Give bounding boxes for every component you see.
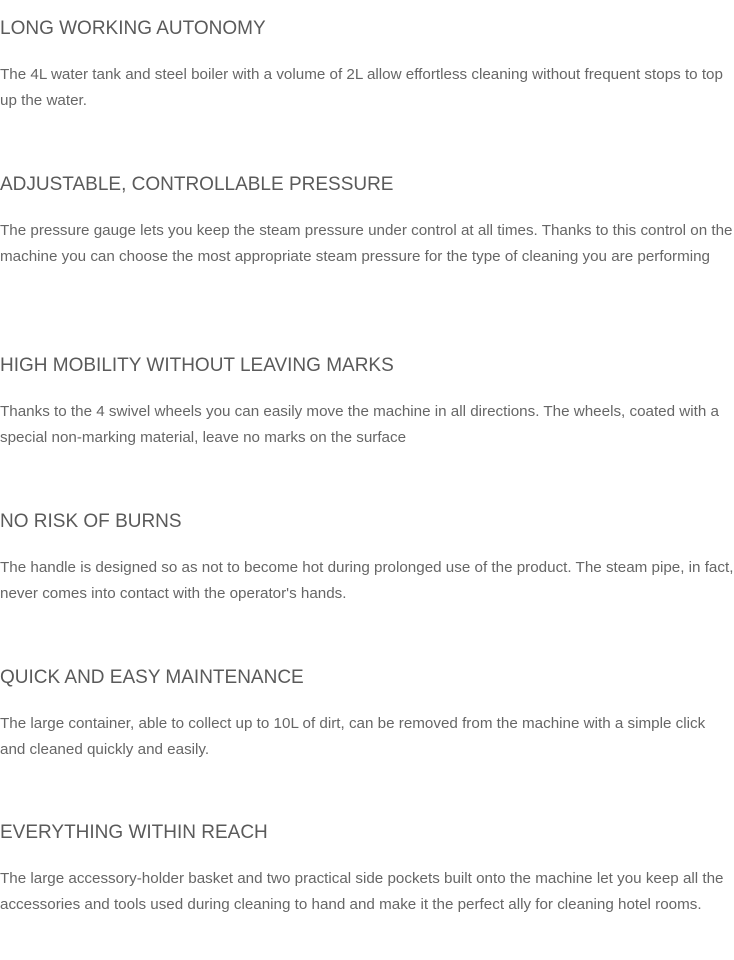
feature-description: Thanks to the 4 swivel wheels you can easily move the machine in all directions. The wheels, coated with a special non-marking material, leave no marks on the surface [0, 403, 719, 446]
feature-everything-within-reach [0, 822, 734, 917]
feature-title: EVERYTHING WITHIN REACH [0, 822, 268, 843]
feature-description: The pressure gauge lets you keep the steam pressure under control at all times. Thanks to this control on the machine you can choose the most appropriate steam pressure for the type of cleaning you are performing [0, 222, 733, 265]
feature-title: HIGH MOBILITY WITHOUT LEAVING MARKS [0, 355, 394, 376]
feature-description: The 4L water tank and steel boiler with a volume of 2L allow effortless cleaning without frequent stops to top up the water. [0, 66, 723, 109]
feature-easy-maintenance [0, 667, 734, 762]
feature-description: The handle is designed so as not to become hot during prolonged use of the product. The steam pipe, in fact, never comes into contact with the operator's hands. [0, 559, 734, 602]
feature-description: The large accessory-holder basket and two practical side pockets built onto the machine let you keep all the accessories and tools used during cleaning to hand and make it the perfect ally for cleaning hotel rooms. [0, 870, 724, 913]
feature-description: The large container, able to collect up to 10L of dirt, can be removed from the machine with a simple click and cleaned quickly and easily. [0, 715, 706, 758]
feature-title: QUICK AND EASY MAINTENANCE [0, 667, 304, 688]
feature-title: NO RISK OF BURNS [0, 511, 182, 532]
feature-adjustable-pressure [0, 174, 734, 269]
feature-title: ADJUSTABLE, CONTROLLABLE PRESSURE [0, 174, 394, 195]
feature-no-risk-of-burns [0, 511, 734, 606]
feature-high-mobility [0, 355, 734, 450]
feature-title: LONG WORKING AUTONOMY [0, 18, 266, 39]
feature-long-working-autonomy [0, 18, 734, 113]
